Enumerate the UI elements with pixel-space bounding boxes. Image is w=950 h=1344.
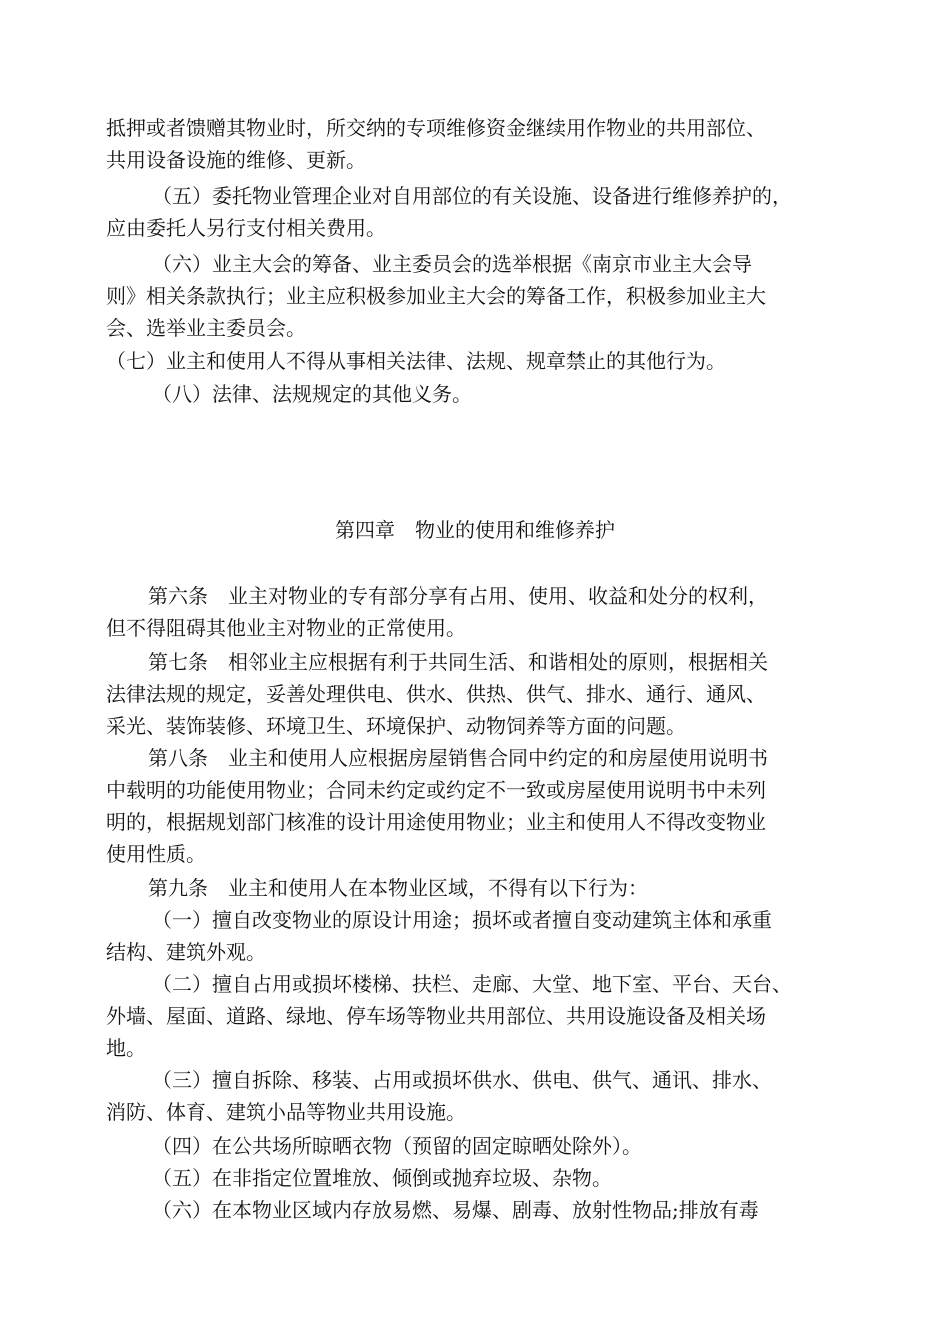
document-page: 抵押或者馈赠其物业时，所交纳的专项维修资金继续用作物业的共用部位、 共用设备设施的维修、更新。 （五）委托物业管理企业对自用部位的有关设施、设备进行维修养护的， 应由委托人另行支付相关费用。 （六）业主大会的筹备、业主委员会的选举根据《南京市业主大会导 则》相关条款执行；业主应积极参加业主大会的筹备工作，积极参加业主大 会、选举业主委员会。 （七）业主和使用人不得从事相关法律、法规、规章禁止的其他行为。 （八）法律、法规规定的其他义务。 第四章 物业的使用和维修养护 第六条 业主对物业的专有部分享有占用、使用、收益和处分的权利， 但不得阻碍其他业主对物业的正常使用。 第七条 相邻业主应根据有利于共同生活、和谐相处的原则，根据相关 法律法规的规定，妥善处理供电、供水、供热、供气、排水、通行、通风、 采光、装饰装修、环境卫生、环境保护、动物饲养等方面的问题。 第八条 业主和使用人应根据房屋销售合同中约定的和房屋使用说明书 中载明的功能使用物业；合同未约定或约定不一致或房屋使用说明书中未列 明的，根据规划部门核准的设计用途使用物业；业主和使用人不得改变物业 使用性质。 第九条 业主和使用人在本物业区域，不得有以下行为： （一）擅自改变物业的原设计用途；损坏或者擅自变动建筑主体和承重 结构、建筑外观。 （二）擅自占用或损坏楼梯、扶栏、走廊、大堂、地下室、平台、天台、 外墙、屋面、道路、绿地、停车场等物业共用部位、共用设施设备及相关场 地。 （三）擅自拆除、移装、占用或损坏供水、供电、供气、通讯、排水、 消防、体育、建筑小品等物业共用设施。 （四）在公共场所晾晒衣物（预留的固定晾晒处除外）。 （五）在非指定位置堆放、倾倒或抛弃垃圾、杂物。 （六）在本物业区域内存放易燃、易爆、剧毒、放射性物品;排放有毒 — [0, 0, 950, 1344]
chapter-heading: 第四章 物业的使用和维修养护 — [335, 518, 615, 542]
